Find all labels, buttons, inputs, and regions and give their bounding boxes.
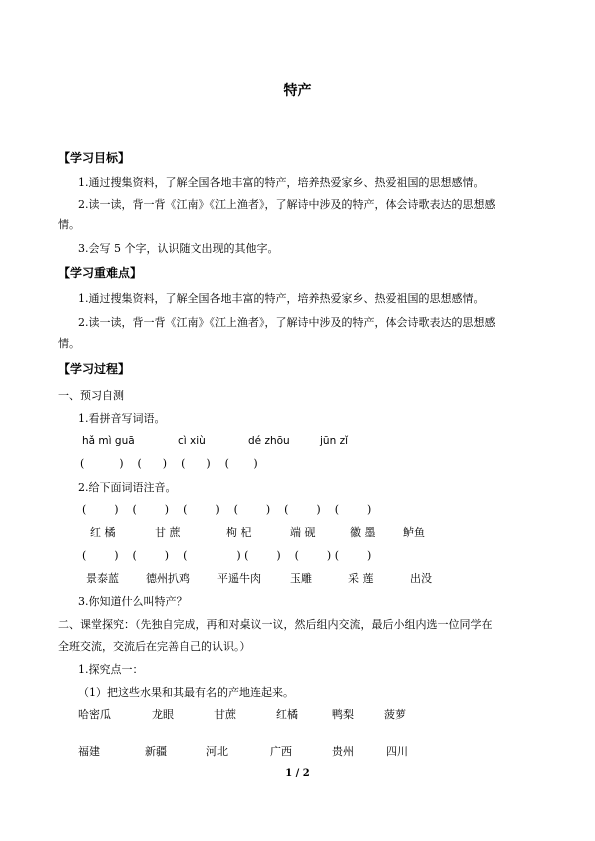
goals-item-3: 3.会写 5 个字，认识随文出现的其他字。	[78, 242, 279, 255]
q2-word-8: 德州扒鸡	[146, 572, 190, 585]
part1-heading: 一、预习自测	[58, 389, 124, 402]
part2-task1: （1）把这些水果和其最有名的产地连起来。	[78, 686, 294, 699]
place-2[interactable]: 新疆	[145, 745, 167, 758]
q2-word-1: 红 橘	[90, 526, 116, 539]
section-goals-heading: 【学习目标】	[58, 151, 131, 165]
q2-word-7: 景泰蓝	[86, 572, 119, 585]
fruit-4[interactable]: 红橘	[276, 708, 298, 721]
part1-q2: 2.给下面词语注音。	[78, 481, 177, 494]
section-keypoints-heading: 【学习重难点】	[58, 266, 143, 280]
q2-word-12: 出没	[410, 572, 432, 585]
key-item-1: 1.通过搜集资料，了解全国各地丰富的特产，培养热爱家乡、热爱祖国的思想感情。	[78, 292, 485, 305]
page-title: 特产	[283, 83, 312, 99]
part2-heading: 二、课堂探究：（先独自完成，再和对桌议一议，然后组内交流，最后小组内选一位同学在	[58, 618, 493, 631]
pinyin-4: jūn zǐ	[320, 435, 348, 447]
page-number: 1 / 2	[285, 768, 310, 779]
q2-word-11: 采 莲	[348, 572, 374, 585]
q1-answer-blanks[interactable]: ( ) ( ) ( ) ( )	[80, 457, 258, 470]
place-1[interactable]: 福建	[78, 745, 100, 758]
q2-blanks-row1[interactable]: ( ) ( ) ( ) ( ) ( ) ( )	[82, 503, 372, 516]
q2-word-3: 枸 杞	[226, 526, 252, 539]
fruit-5[interactable]: 鸭梨	[332, 708, 354, 721]
place-4[interactable]: 广西	[270, 745, 292, 758]
q2-word-5: 徽 墨	[350, 526, 376, 539]
fruit-2[interactable]: 龙眼	[152, 708, 174, 721]
part2-heading-cont: 全班交流，交流后在完善自己的认识。）	[58, 640, 251, 653]
goals-item-2: 2.读一读，背一背《江南》《江上渔者》，了解诗中涉及的特产，体会诗歌表达的思想感	[78, 198, 496, 211]
key-item-2-cont: 情。	[58, 337, 80, 350]
pinyin-1: hǎ mì guā	[82, 435, 135, 447]
fruit-6[interactable]: 菠萝	[384, 708, 406, 721]
fruit-3[interactable]: 甘蔗	[214, 708, 236, 721]
place-3[interactable]: 河北	[206, 745, 228, 758]
goals-item-1: 1.通过搜集资料，了解全国各地丰富的特产，培养热爱家乡、热爱祖国的思想感情。	[78, 176, 485, 189]
q2-word-6: 鲈鱼	[403, 526, 425, 539]
place-5[interactable]: 贵州	[332, 745, 354, 758]
key-item-2: 2.读一读，背一背《江南》《江上渔者》，了解诗中涉及的特产，体会诗歌表达的思想感	[78, 316, 496, 329]
part2-point1: 1.探究点一：	[78, 663, 144, 676]
fruit-1[interactable]: 哈密瓜	[78, 708, 111, 721]
q2-word-2: 甘 蔗	[155, 526, 181, 539]
q2-blanks-row2[interactable]: ( ) ( ) ( ) ( ) ( ) ( )	[82, 549, 372, 562]
part1-q1: 1.看拼音写词语。	[78, 412, 166, 425]
section-process-heading: 【学习过程】	[58, 362, 131, 376]
pinyin-2: cì xiù	[178, 435, 206, 447]
q2-word-10: 玉雕	[290, 572, 312, 585]
pinyin-3: dé zhōu	[248, 435, 290, 447]
q2-word-9: 平遥牛肉	[217, 572, 261, 585]
q2-word-4: 端 砚	[290, 526, 316, 539]
place-6[interactable]: 四川	[386, 745, 408, 758]
goals-item-2-cont: 情。	[58, 218, 80, 231]
part1-q3: 3.你知道什么叫特产？	[78, 595, 188, 608]
